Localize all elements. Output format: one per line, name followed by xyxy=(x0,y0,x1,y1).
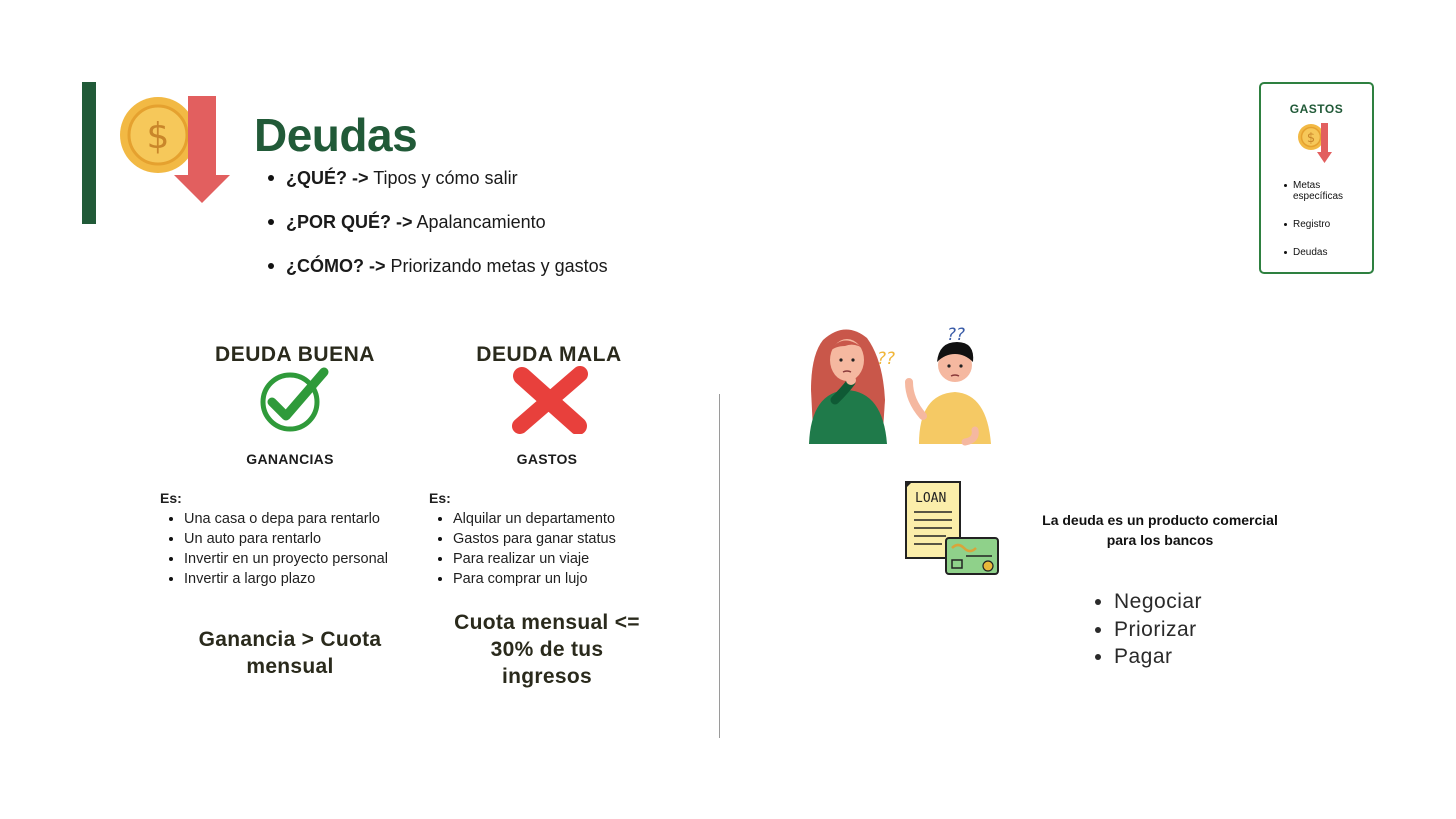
list-item: Una casa o depa para rentarlo xyxy=(160,509,388,529)
action-item-priorizar: Priorizar xyxy=(1092,616,1202,644)
coin-arrow-icon xyxy=(118,93,233,210)
check-icon xyxy=(258,366,330,441)
confused-people-illustration xyxy=(805,320,995,455)
loan-document-illustration xyxy=(902,480,1002,583)
bad-debt-list xyxy=(429,509,616,589)
svg-text:??: ?? xyxy=(877,349,896,369)
card-item: Deudas xyxy=(1283,247,1367,258)
list-item: Para realizar un viaje xyxy=(429,549,616,569)
list-item: Invertir en un proyecto personal xyxy=(160,549,388,569)
good-debt-list xyxy=(160,509,388,589)
good-debt-es-label: Es: xyxy=(160,490,182,506)
good-debt-formula: Ganancia > Cuota mensual xyxy=(198,628,382,678)
svg-text:$: $ xyxy=(1306,131,1316,146)
good-debt-subtitle: GANANCIAS xyxy=(246,451,334,467)
list-item: Un auto para rentarlo xyxy=(160,529,388,549)
svg-text:$: $ xyxy=(146,116,170,157)
good-debt-title: DEUDA BUENA xyxy=(215,343,375,366)
list-item: Invertir a largo plazo xyxy=(160,569,388,589)
list-item: Gastos para ganar status xyxy=(429,529,616,549)
svg-text:LOAN: LOAN xyxy=(915,491,947,506)
svg-text:??: ?? xyxy=(947,325,966,345)
topic-list xyxy=(266,166,608,298)
topic-item-que: ¿QUÉ? -> Tipos y cómo salir xyxy=(266,166,608,190)
topic-item-como: ¿CÓMO? -> Priorizando metas y gastos xyxy=(266,254,608,278)
accent-bar xyxy=(82,82,96,224)
gastos-summary-card xyxy=(1259,82,1374,274)
list-item: Para comprar un lujo xyxy=(429,569,616,589)
loan-description: La deuda es un producto comercial para los bancos xyxy=(1042,512,1278,548)
topic-item-por-que: ¿POR QUÉ? -> Apalancamiento xyxy=(266,210,608,234)
bad-debt-formula: Cuota mensual <= 30% de tus ingresos xyxy=(454,611,640,688)
list-item: Alquilar un departamento xyxy=(429,509,616,529)
page-title: Deudas xyxy=(254,109,418,161)
vertical-divider xyxy=(719,394,720,738)
bad-debt-subtitle: GASTOS xyxy=(516,451,578,467)
action-list xyxy=(1092,588,1202,671)
cross-icon xyxy=(510,366,590,439)
card-item: Metas específicas xyxy=(1283,180,1367,202)
bad-debt-es-label: Es: xyxy=(429,490,451,506)
card-item: Registro xyxy=(1283,219,1367,230)
bad-debt-title: DEUDA MALA xyxy=(476,343,622,366)
card-title: GASTOS xyxy=(1289,102,1344,116)
action-item-negociar: Negociar xyxy=(1092,588,1202,616)
action-item-pagar: Pagar xyxy=(1092,643,1202,671)
coin-arrow-icon-small xyxy=(1297,122,1333,171)
